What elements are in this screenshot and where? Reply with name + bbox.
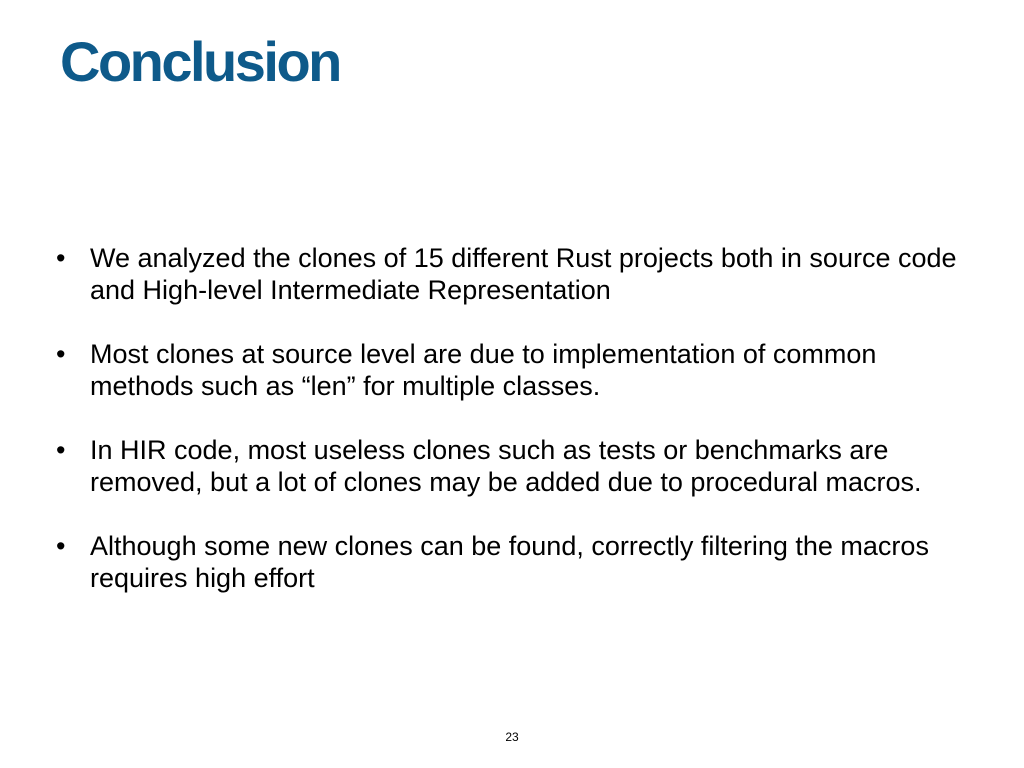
bullet-text: In HIR code, most useless clones such as tests or benchmarks are removed, but a lot of clones may be added due to procedural macros. — [90, 435, 922, 497]
slide-title: Conclusion — [60, 30, 340, 93]
bullet-text: Most clones at source level are due to implementation of common methods such as “len” for multiple classes. — [90, 339, 877, 401]
bullet-list — [54, 242, 984, 626]
bullet-dot-icon: • — [56, 243, 66, 273]
bullet-text: We analyzed the clones of 15 different Rust projects both in source code and High-level Intermediate Representation — [90, 243, 957, 305]
bullet-dot-icon: • — [56, 435, 66, 465]
page-number: 23 — [505, 730, 519, 744]
bullet-dot-icon: • — [56, 339, 66, 369]
bullet-dot-icon: • — [56, 531, 66, 561]
bullet-item — [54, 338, 984, 402]
bullet-item — [54, 530, 984, 594]
bullet-text: Although some new clones can be found, correctly filtering the macros requires high effort — [90, 531, 929, 593]
bullet-item — [54, 434, 984, 498]
bullet-item — [54, 242, 984, 306]
